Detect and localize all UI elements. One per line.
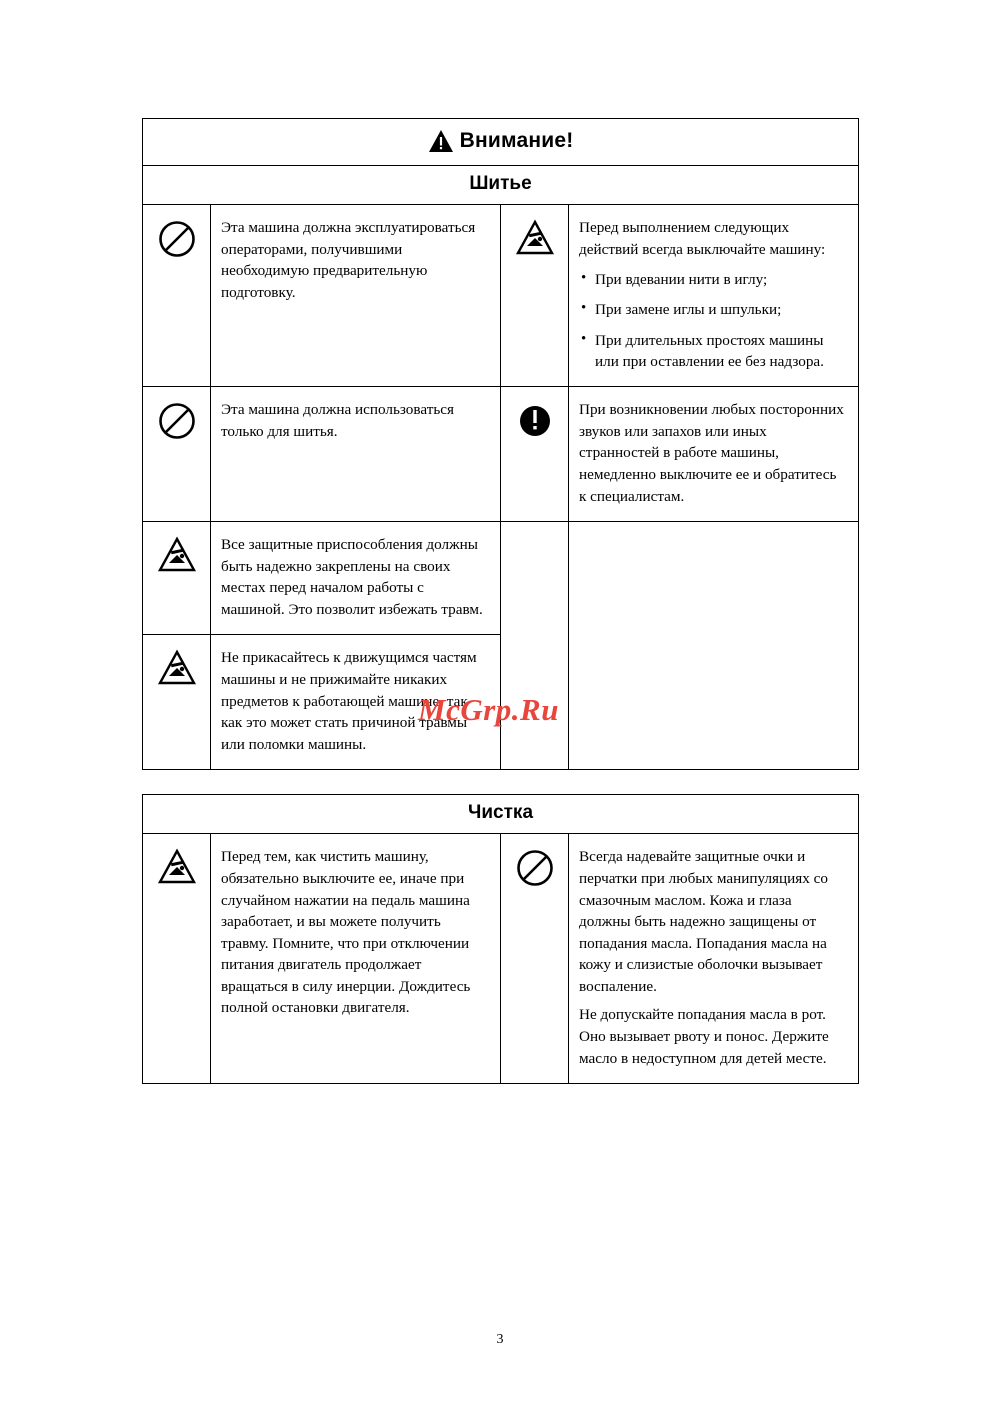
page-title: Внимание!	[459, 129, 574, 152]
notice-paragraph: Все защитные приспособления должны быть надежно закреплены на своих местах перед началом работы с машиной. Это позволит избежать травм.	[221, 536, 483, 618]
icon-cell	[501, 205, 569, 387]
notice-paragraph: Перед выполнением следующих действий всегда выключайте машину:	[579, 219, 826, 258]
page-number: 3	[496, 1332, 504, 1347]
section-heading-label: Шитье	[469, 173, 532, 194]
watermark: McGrp.Ru	[418, 692, 559, 727]
table-row-title	[143, 119, 859, 166]
notice-paragraph: Перед тем, как чистить машину, обязательно выключите ее, иначе при случайном нажатии на педаль машина заработает, и вы можете получить травму. Помните, что при отключении питания двигатель продолжает вращаться в силу инерции. Дождитесь полной остановки двигателя.	[221, 848, 471, 1017]
notice-text-cell	[569, 834, 859, 1084]
icon-cell	[143, 834, 211, 1084]
notice-paragraph: Эта машина должна эксплуатироваться операторами, получившими необходимую предварительную подготовку.	[221, 219, 476, 301]
table-row	[143, 205, 859, 387]
empty-cell	[569, 522, 859, 770]
prohibition-circle-icon	[515, 848, 555, 888]
table-row-section-heading	[143, 166, 859, 205]
prohibition-circle-icon	[157, 401, 197, 441]
list-item: • При вдевании нити в иглу;	[579, 269, 844, 290]
exclamation-circle-icon	[515, 401, 555, 441]
notice-bullet-list	[579, 269, 844, 372]
pinch-hazard-triangle-icon	[157, 848, 197, 886]
table-row-section-heading	[143, 795, 859, 834]
notice-text-cell	[211, 834, 501, 1084]
pinch-hazard-triangle-icon	[515, 219, 555, 257]
warning-triangle-icon	[428, 129, 454, 153]
notice-text-cell	[211, 205, 501, 387]
notice-text-cell	[211, 635, 501, 770]
table-row	[143, 522, 859, 635]
warning-table-sewing	[142, 118, 859, 770]
notice-text-cell	[211, 522, 501, 635]
section-heading-sewing	[143, 166, 859, 205]
warning-table-cleaning	[142, 794, 859, 1084]
notice-paragraph: Не допускайте попадания масла в рот. Оно вызывает рвоту и понос. Держите масло в недоступном для детей месте.	[579, 1006, 829, 1067]
section-heading-label: Чистка	[468, 802, 534, 824]
list-item: • При длительных простоях машины или при оставлении ее без надзора.	[579, 330, 844, 373]
notice-paragraph: Эта машина должна использоваться только для шитья.	[221, 401, 454, 440]
table-row	[143, 834, 859, 1084]
list-item: • При замене иглы и шпульки;	[579, 299, 844, 320]
table-row	[143, 387, 859, 522]
icon-cell	[501, 834, 569, 1084]
warning-title-cell	[143, 119, 859, 166]
pinch-hazard-triangle-icon	[157, 536, 197, 574]
prohibition-circle-icon	[157, 219, 197, 259]
icon-cell	[143, 522, 211, 635]
notice-text-cell	[569, 387, 859, 522]
icon-cell	[143, 387, 211, 522]
table-gap	[142, 770, 858, 794]
notice-text-cell	[211, 387, 501, 522]
section-heading-cleaning	[143, 795, 859, 834]
notice-text-cell	[569, 205, 859, 387]
icon-cell	[143, 205, 211, 387]
icon-cell	[143, 635, 211, 770]
empty-cell	[501, 522, 569, 770]
notice-paragraph: Не прикасайтесь к движущимся частям машины и не прижимайте никаких предметов к работающей машине, так как это может стать причиной травмы или поломки машины.	[221, 649, 477, 753]
icon-cell	[501, 387, 569, 522]
pinch-hazard-triangle-icon	[157, 649, 197, 687]
notice-paragraph: Всегда надевайте защитные очки и перчатки при любых манипуляциях со смазочным маслом. Кожа и глаза должны быть надежно защищены от попадания масла. Попадания масла на кожу и слизистые оболочки вызывает воспаление.	[579, 848, 828, 995]
notice-paragraph: При возникновении любых посторонних звуков или запахов или иных странностей в работе машины, немедленно выключите ее и обратитесь к специалистам.	[579, 401, 844, 505]
safety-notice-sheet	[142, 118, 858, 1084]
